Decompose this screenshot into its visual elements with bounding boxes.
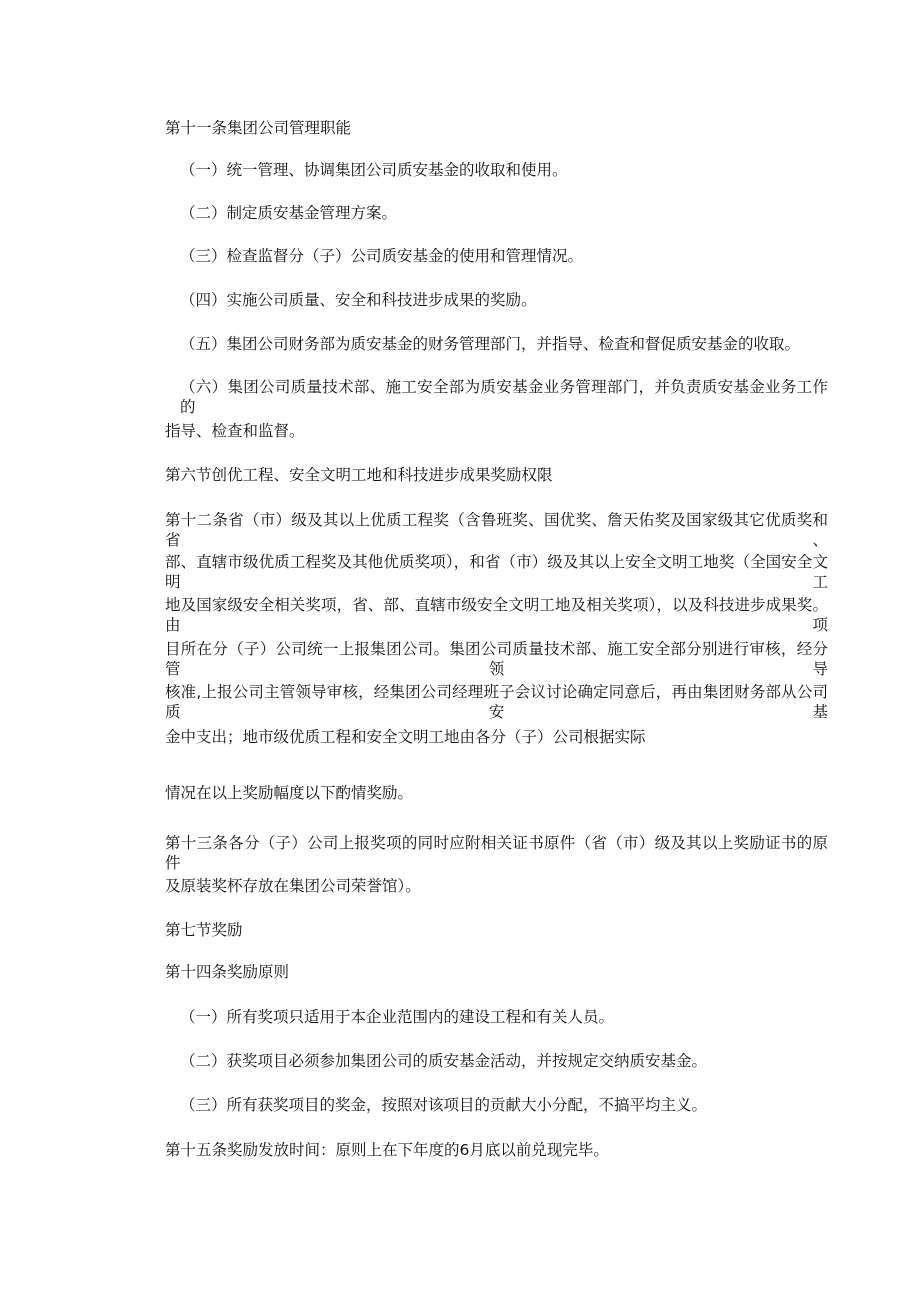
text-line: 金中支出；地市级优质工程和安全文明工地由各分（子）公司根据实际 bbox=[165, 728, 646, 746]
text-line: （四）实施公司质量、安全和科技进步成果的奖励。 bbox=[180, 291, 537, 309]
text-line: （五）集团公司财务部为质安基金的财务管理部门，并指导、检查和督促质安基金的收取。 bbox=[180, 335, 801, 353]
text-line: 及原装奖杯存放在集团公司荣誉馆）。 bbox=[165, 877, 421, 895]
text-line: 第十三条各分（子）公司上报奖项的同时应附相关证书原件（省（市）级及其以上奖励证书的原件 bbox=[165, 834, 828, 872]
text-line: 第六节创优工程、安全文明工地和科技进步成果奖励权限 bbox=[165, 466, 553, 484]
text-line: 部、直辖市级优质工程奖及其他优质奖项），和省（市）级及其以上安全文明工地奖（全国安全文明工 bbox=[165, 553, 828, 591]
text-line: （三）所有获奖项目的奖金，按照对该项目的贡献大小分配，不搞平均主义。 bbox=[180, 1096, 708, 1114]
text-line: 指导、检查和监督。 bbox=[165, 422, 305, 440]
text-line: 第七节奖励 bbox=[165, 921, 243, 939]
text-line: （六）集团公司质量技术部、施工安全部为质安基金业务管理部门，并负责质安基金业务工作的 bbox=[180, 378, 828, 416]
text-line: 核准,上报公司主管领导审核，经集团公司经理班子会议讨论确定同意后，再由集团财务部从公司质安基 bbox=[165, 683, 828, 721]
text-line: （二）获奖项目必须参加集团公司的质安基金活动，并按规定交纳质安基金。 bbox=[180, 1052, 708, 1070]
text-line: （三）检查监督分（子）公司质安基金的使用和管理情况。 bbox=[180, 247, 584, 265]
text-line: 第十一条集团公司管理职能 bbox=[165, 119, 352, 137]
text-line: 第十五条奖励发放时间：原则上在下年度的6月底以前兑现完毕。 bbox=[165, 1141, 609, 1159]
text-line: （二）制定质安基金管理方案。 bbox=[180, 204, 398, 222]
text-line: 第十四条奖励原则 bbox=[165, 963, 290, 981]
text-line: （一）所有奖项只适用于本企业范围内的建设工程和有关人员。 bbox=[180, 1008, 615, 1026]
text-line: 目所在分（子）公司统一上报集团公司。集团公司质量技术部、施工安全部分别进行审核，经分管领导 bbox=[165, 640, 828, 678]
text-line: 地及国家级安全相关奖项，省、部、直辖市级安全文明工地及相关奖项），以及科技进步成果奖。由项 bbox=[165, 596, 828, 634]
text-line: （一）统一管理、协调集团公司质安基金的收取和使用。 bbox=[180, 161, 568, 179]
text-line: 情况在以上奖励幅度以下酌情奖励。 bbox=[165, 784, 414, 802]
text-line: 第十二条省（市）级及其以上优质工程奖（含鲁班奖、国优奖、詹天佑奖及国家级其它优质奖和省、 bbox=[165, 511, 828, 549]
